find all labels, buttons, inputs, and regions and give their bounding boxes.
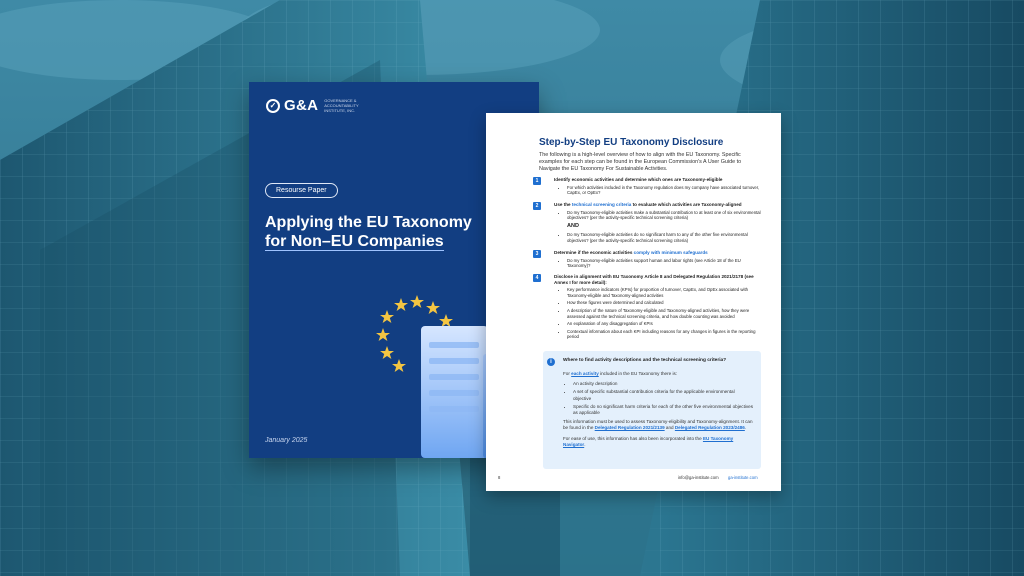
step-3	[533, 250, 763, 271]
and-label: AND	[567, 222, 579, 229]
page-intro: The following is a high-level overview of how to align with the EU Taxonomy. Specific examples for each step can be found in the European Commission's A User Guide to Navigate the EU Taxonomy For Sustainable Activities.	[539, 152, 742, 172]
page-number: 8	[498, 475, 501, 480]
list-item: • For which activities included in the Taxonomy regulation does my company have associated turnover, CapEx, or OpEx?	[567, 185, 763, 196]
step-heading: Determine if the economic activities comply with minimum safeguards	[554, 250, 708, 255]
list-item: • A description of the nature of Taxonomy-eligible and Taxonomy-aligned activities, how they were assessed against the technical screening criteria, and how double counting was avoided	[567, 308, 763, 319]
cover-date: January 2025	[265, 437, 308, 444]
taxonomy-navigator-link[interactable]: EU Taxonomy Navigator	[563, 435, 734, 447]
list-item: • Specific do no significant harm criteria for each of the other five environmental objectives as applicable	[573, 404, 753, 416]
info-para-2: For ease of use, this information has also been incorporated into the EU Taxonomy Navigator.	[563, 435, 734, 447]
list-item: • Do my Taxonomy-eligible activities do no significant harm to any of the other five environmental objectives? (per the activity-specific technical screening criteria)	[567, 232, 763, 243]
info-icon: i	[547, 358, 555, 366]
delegated-regulation-2139-link[interactable]: Delegated Regulation 2021/2139	[594, 425, 665, 431]
list-item: • An activity description	[573, 381, 753, 387]
step-2	[533, 202, 763, 246]
step-number: 1	[533, 177, 541, 185]
list-item: • Key performance indicators (KPIs) for proportion of turnover, CapEx, and OpEx associated with Taxonomy-eligible and Taxonomy-aligned activities	[567, 287, 763, 298]
logo-text: G&A	[284, 97, 319, 114]
step-1	[533, 177, 763, 198]
info-question: Where to find activity descriptions and the technical screening criteria?	[563, 358, 727, 363]
cover-title-line2: for Non–EU Companies	[265, 233, 444, 250]
step-heading: Disclose in alignment with EU Taxonomy Article 8 and Delegated Regulation 2021/2178 (see Annex I for more detail):	[554, 274, 754, 285]
info-lead: For each activity included in the EU Taxonomy there is:	[563, 371, 678, 376]
check-circle-icon: ✓	[266, 99, 280, 113]
info-para-1: This information must be used to assess Taxonomy-eligibility and Taxonomy-alignment. It can be found in the Delegated Regulation 2021/2139 and Delegated Regulation 2023/2486.	[563, 419, 753, 431]
info-box	[543, 351, 761, 469]
resource-badge: Resourse Paper	[265, 183, 338, 198]
logo-subtitle: GOVERNANCE & ACCOUNTABILITY INSTITUTE, INC.	[324, 98, 359, 113]
page-title: Step-by-Step EU Taxonomy Disclosure	[539, 137, 724, 148]
list-item: • A set of specific substantial contribution criteria for the applicable environmental objective	[573, 389, 753, 401]
delegated-regulation-2486-link[interactable]: Delegated Regulation 2023/2486	[674, 425, 745, 431]
step-number: 3	[533, 250, 541, 258]
minimum-safeguards-link[interactable]: comply with minimum safeguards	[633, 250, 708, 255]
step-4	[533, 274, 763, 342]
step-heading: Identify economic activities and determine which ones are Taxonomy-eligible	[554, 177, 723, 182]
step-number: 4	[533, 274, 541, 282]
list-item: • How these figures were determined and calculated	[567, 300, 763, 306]
footer-email[interactable]: info@ga-institute.com	[678, 475, 719, 480]
step-heading: Use the technical screening criteria to evaluate which activities are Taxonomy-aligned	[554, 202, 742, 207]
cover-title-line1: Applying the EU Taxonomy	[265, 214, 472, 231]
each-activity-link[interactable]: each activity	[571, 371, 599, 376]
list-item: • Contextual information about each KPI including reasons for any changes in figures in the reporting period	[567, 329, 763, 340]
technical-screening-link[interactable]: technical screening criteria	[571, 202, 632, 207]
list-item: • Do my Taxonomy-eligible activities make a substantial contribution to at least one of six environmental objectives? (per the activity-specific technical screening criteria)	[567, 210, 763, 221]
list-item: • Do my Taxonomy-eligible activities support human and labor rights (see Article 18 of the EU Taxonomy)?	[567, 258, 763, 269]
info-body	[563, 371, 753, 452]
report-page	[486, 113, 781, 491]
list-item: • An explanation of any disaggregation of KPIs	[567, 321, 763, 327]
step-number: 2	[533, 202, 541, 210]
footer-website[interactable]: ga-institute.com	[728, 475, 758, 480]
